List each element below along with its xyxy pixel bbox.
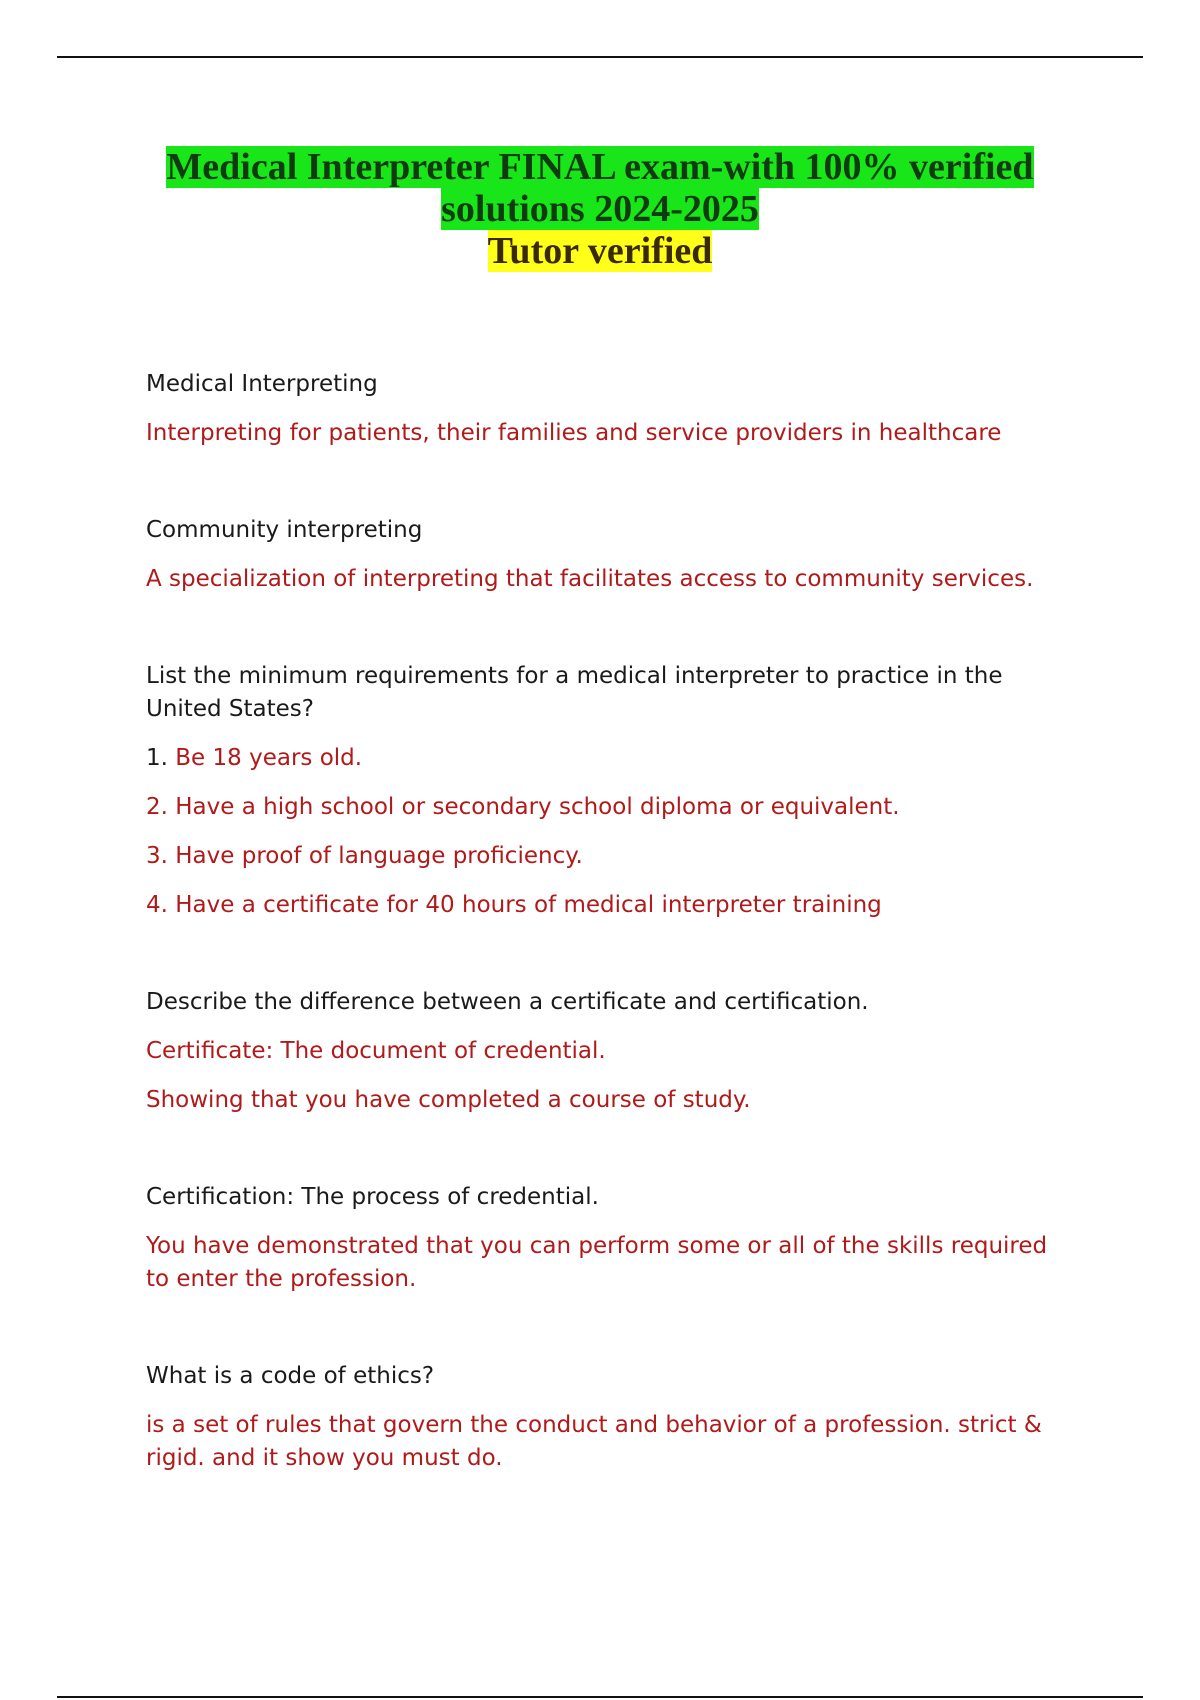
top-rule xyxy=(57,56,1143,58)
question: List the minimum requirements for a medical interpreter to practice in the United States? xyxy=(146,663,1003,722)
answer-item: 4. Have a certificate for 40 hours of medical interpreter training xyxy=(146,892,882,918)
question: Medical Interpreting xyxy=(146,371,378,397)
question: Certification: The process of credential. xyxy=(146,1184,599,1210)
answer: You have demonstrated that you can perform some or all of the skills required to enter the profession. xyxy=(146,1233,1048,1292)
question: What is a code of ethics? xyxy=(146,1363,435,1389)
qa-content xyxy=(146,368,1066,1491)
title-line-2: solutions 2024-2025 xyxy=(441,188,759,230)
question: Community interpreting xyxy=(146,517,423,543)
bottom-rule xyxy=(57,1696,1143,1698)
answer: A specialization of interpreting that facilitates access to community services. xyxy=(146,566,1034,592)
title-line-3: Tutor verified xyxy=(487,230,713,272)
answer: Certificate: The document of credential. xyxy=(146,1038,606,1064)
document-title xyxy=(0,146,1200,272)
answer-item xyxy=(146,742,1066,775)
answer-item: 2. Have a high school or secondary school diploma or equivalent. xyxy=(146,794,900,820)
title-line-1: Medical Interpreter FINAL exam-with 100% verified xyxy=(166,146,1034,188)
question: Describe the difference between a certificate and certification. xyxy=(146,989,869,1015)
answer: is a set of rules that govern the conduct and behavior of a profession. strict & rigid. and it show you must do. xyxy=(146,1412,1042,1471)
answer-number: 1. xyxy=(146,745,168,771)
answer-text: Be 18 years old. xyxy=(175,745,363,771)
answer: Showing that you have completed a course of study. xyxy=(146,1087,751,1113)
answer-item: 3. Have proof of language proficiency. xyxy=(146,843,583,869)
answer: Interpreting for patients, their families and service providers in healthcare xyxy=(146,420,1002,446)
